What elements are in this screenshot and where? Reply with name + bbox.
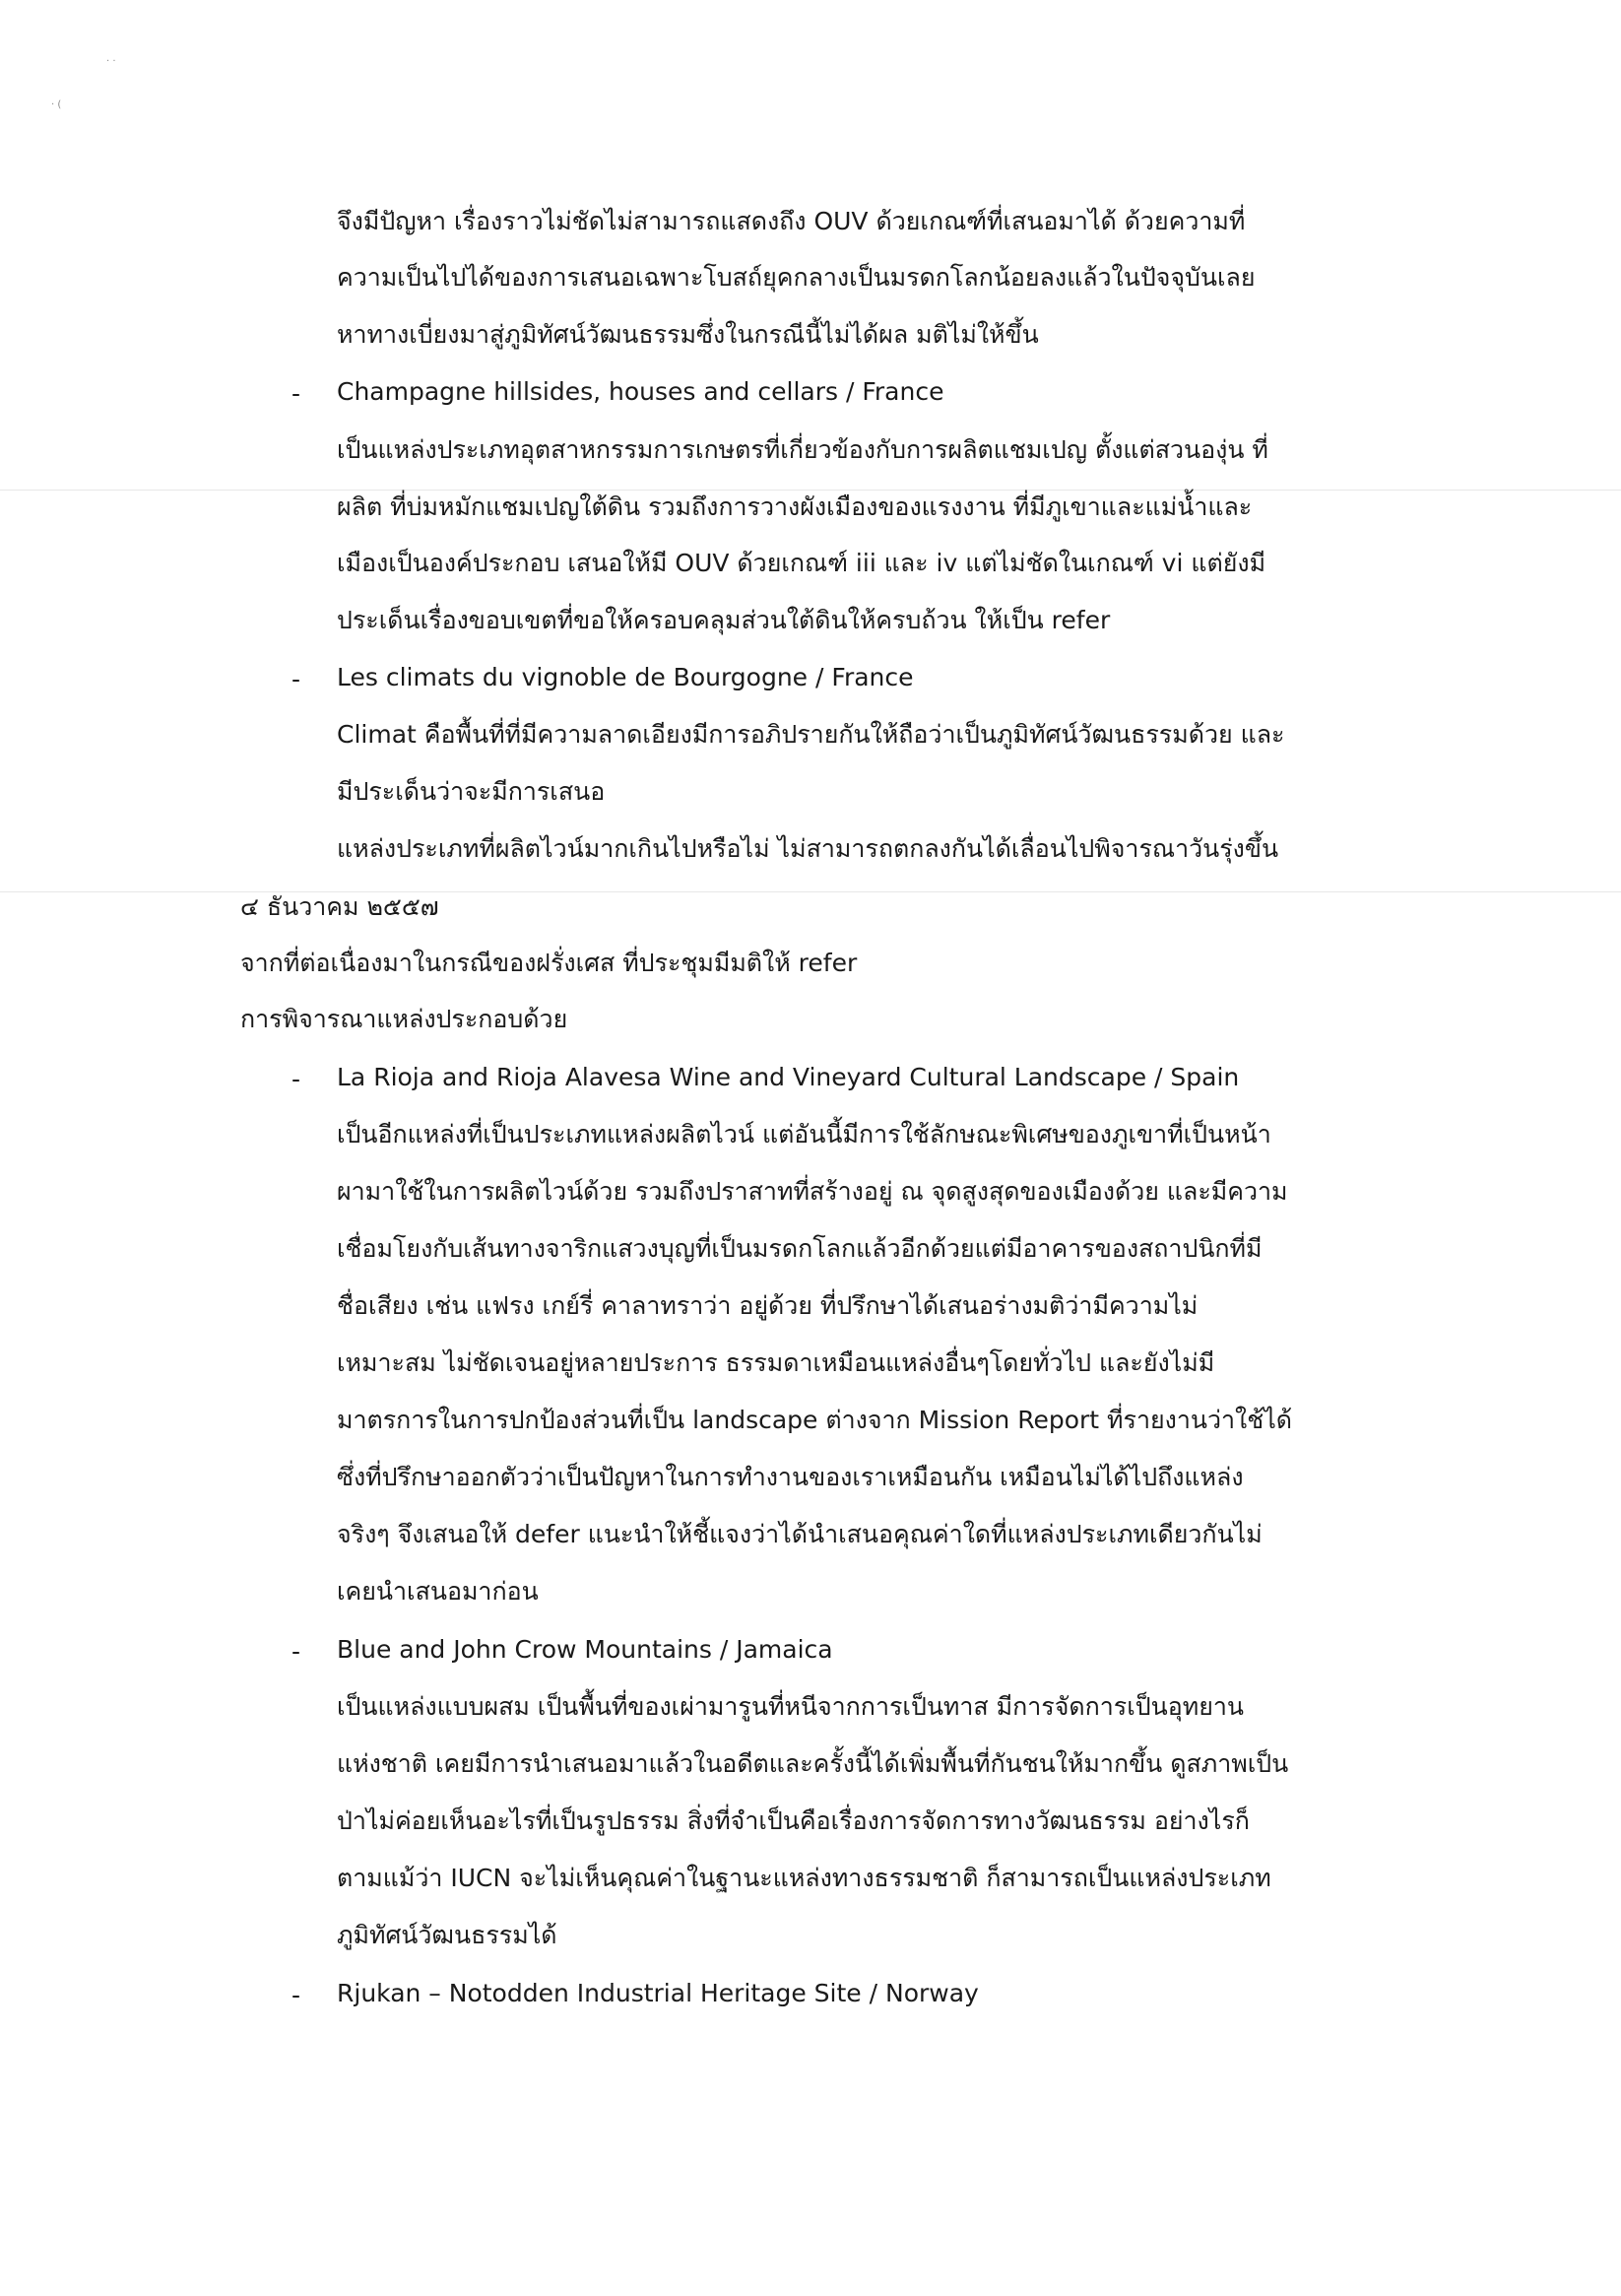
body-line: มีประเด็นว่าจะมีการเสนอ bbox=[337, 777, 606, 806]
body-line: ชื่อเสียง เช่น แฟรง เกย์รี่ คาลาทราว่า อยู่ด้วย ที่ปรึกษาได้เสนอร่างมติว่ามีความไม่ bbox=[337, 1291, 1199, 1320]
body-line: หาทางเบี่ยงมาสู่ภูมิทัศน์วัฒนธรรมซึ่งในกรณีนี้ไม่ได้ผล มติไม่ให้ขึ้น bbox=[337, 320, 1039, 349]
body-line: เป็นแหล่งประเภทอุตสาหกรรมการเกษตรที่เกี่ยวข้องกับการผลิตแชมเปญ ตั้งแต่สวนองุ่น ที่ bbox=[337, 435, 1268, 464]
body-line: จากที่ต่อเนื่องมาในกรณีของฝรั่งเศส ที่ประชุมมีมติให้ refer bbox=[240, 949, 858, 977]
body-line: มาตรการในการปกป้องส่วนที่เป็น landscape ต่างจาก Mission Report ที่รายงานว่าใช้ได้ bbox=[337, 1406, 1293, 1434]
bullet-dash: - bbox=[292, 379, 301, 408]
body-line: เป็นแหล่งแบบผสม เป็นพื้นที่ของเผ่ามารูนที่หนีจากการเป็นทาส มีการจัดการเป็นอุทยาน bbox=[337, 1692, 1244, 1721]
body-line: ภูมิทัศน์วัฒนธรรมได้ bbox=[337, 1921, 557, 1949]
body-line: ความเป็นไปได้ของการเสนอเฉพาะโบสถ์ยุคกลางเป็นมรดกโลกน้อยลงแล้วในปัจจุบันเลย bbox=[337, 263, 1256, 292]
body-line: Climat คือพื้นที่ที่มีความลาดเอียงมีการอภิปรายกันให้ถือว่าเป็นภูมิทัศน์วัฒนธรรมด้วย และ bbox=[337, 720, 1285, 749]
body-line: จึงมีปัญหา เรื่องราวไม่ชัดไม่สามารถแสดงถึง OUV ด้วยเกณฑ์ที่เสนอมาได้ ด้วยความที่ bbox=[337, 207, 1246, 235]
bullet-dash: - bbox=[292, 1065, 301, 1093]
bullet-dash: - bbox=[292, 1981, 301, 2009]
date-heading: ๔ ธันวาคม ๒๕๕๗ bbox=[240, 892, 439, 921]
body-line: เคยนำเสนอมาก่อน bbox=[337, 1577, 539, 1606]
body-line: ผลิต ที่บ่มหมักแชมเปญใต้ดิน รวมถึงการวางผังเมืองของแรงงาน ที่มีภูเขาและแม่น้ำและ bbox=[337, 492, 1253, 521]
body-line: เหมาะสม ไม่ชัดเจนอยู่หลายประการ ธรรมดาเหมือนแหล่งอื่นๆโดยทั่วไป และยังไม่มี bbox=[337, 1348, 1215, 1377]
bullet-dash: - bbox=[292, 1637, 301, 1666]
body-line: การพิจารณาแหล่งประกอบด้วย bbox=[240, 1005, 568, 1033]
scan-speck-top: · · bbox=[106, 56, 116, 67]
scan-speck-left: · ( bbox=[51, 99, 62, 110]
item-title: Champagne hillsides, houses and cellars / France bbox=[337, 377, 944, 406]
body-line: ผามาใช้ในการผลิตไวน์ด้วย รวมถึงปราสาทที่สร้างอยู่ ณ จุดสูงสุดของเมืองด้วย และมีความ bbox=[337, 1177, 1288, 1206]
item-title: Rjukan – Notodden Industrial Heritage Site / Norway bbox=[337, 1979, 979, 2007]
body-line: แห่งชาติ เคยมีการนำเสนอมาแล้วในอดีตและครั้งนี้ได้เพิ่มพื้นที่กันชนให้มากขึ้น ดูสภาพเป็น bbox=[337, 1749, 1289, 1778]
body-line: เป็นอีกแหล่งที่เป็นประเภทแหล่งผลิตไวน์ แต่อันนี้มีการใช้ลักษณะพิเศษของภูเขาที่เป็นหน้า bbox=[337, 1120, 1271, 1148]
item-title: Les climats du vignoble de Bourgogne / France bbox=[337, 663, 914, 691]
body-line: เมืองเป็นองค์ประกอบ เสนอให้มี OUV ด้วยเกณฑ์ iii และ iv แต่ไม่ชัดในเกณฑ์ vi แต่ยังมี bbox=[337, 549, 1266, 577]
item-title: La Rioja and Rioja Alavesa Wine and Vineyard Cultural Landscape / Spain bbox=[337, 1063, 1240, 1091]
body-line: จริงๆ จึงเสนอให้ defer แนะนำให้ชี้แจงว่าได้นำเสนอคุณค่าใดที่แหล่งประเภทเดียวกันไม่ bbox=[337, 1520, 1263, 1548]
bullet-dash: - bbox=[292, 665, 301, 693]
body-line: ซึ่งที่ปรึกษาออกตัวว่าเป็นปัญหาในการทำงานของเราเหมือนกัน เหมือนไม่ได้ไปถึงแหล่ง bbox=[337, 1463, 1244, 1491]
body-line: ประเด็นเรื่องขอบเขตที่ขอให้ครอบคลุมส่วนใต้ดินให้ครบถ้วน ให้เป็น refer bbox=[337, 606, 1111, 634]
body-line: ป่าไม่ค่อยเห็นอะไรที่เป็นรูปธรรม สิ่งที่จำเป็นคือเรื่องการจัดการทางวัฒนธรรม อย่างไรก็ bbox=[337, 1806, 1250, 1835]
body-line: แหล่งประเภทที่ผลิตไวน์มากเกินไปหรือไม่ ไม่สามารถตกลงกันได้เลื่อนไปพิจารณาวันรุ่งขึ้น bbox=[337, 834, 1279, 863]
body-line: ตามแม้ว่า IUCN จะไม่เห็นคุณค่าในฐานะแหล่งทางธรรมชาติ ก็สามารถเป็นแหล่งประเภท bbox=[337, 1864, 1271, 1892]
item-title: Blue and John Crow Mountains / Jamaica bbox=[337, 1635, 833, 1664]
body-line: เชื่อมโยงกับเส้นทางจาริกแสวงบุญที่เป็นมรดกโลกแล้วอีกด้วยแต่มีอาคารของสถาปนิกที่มี bbox=[337, 1234, 1263, 1263]
